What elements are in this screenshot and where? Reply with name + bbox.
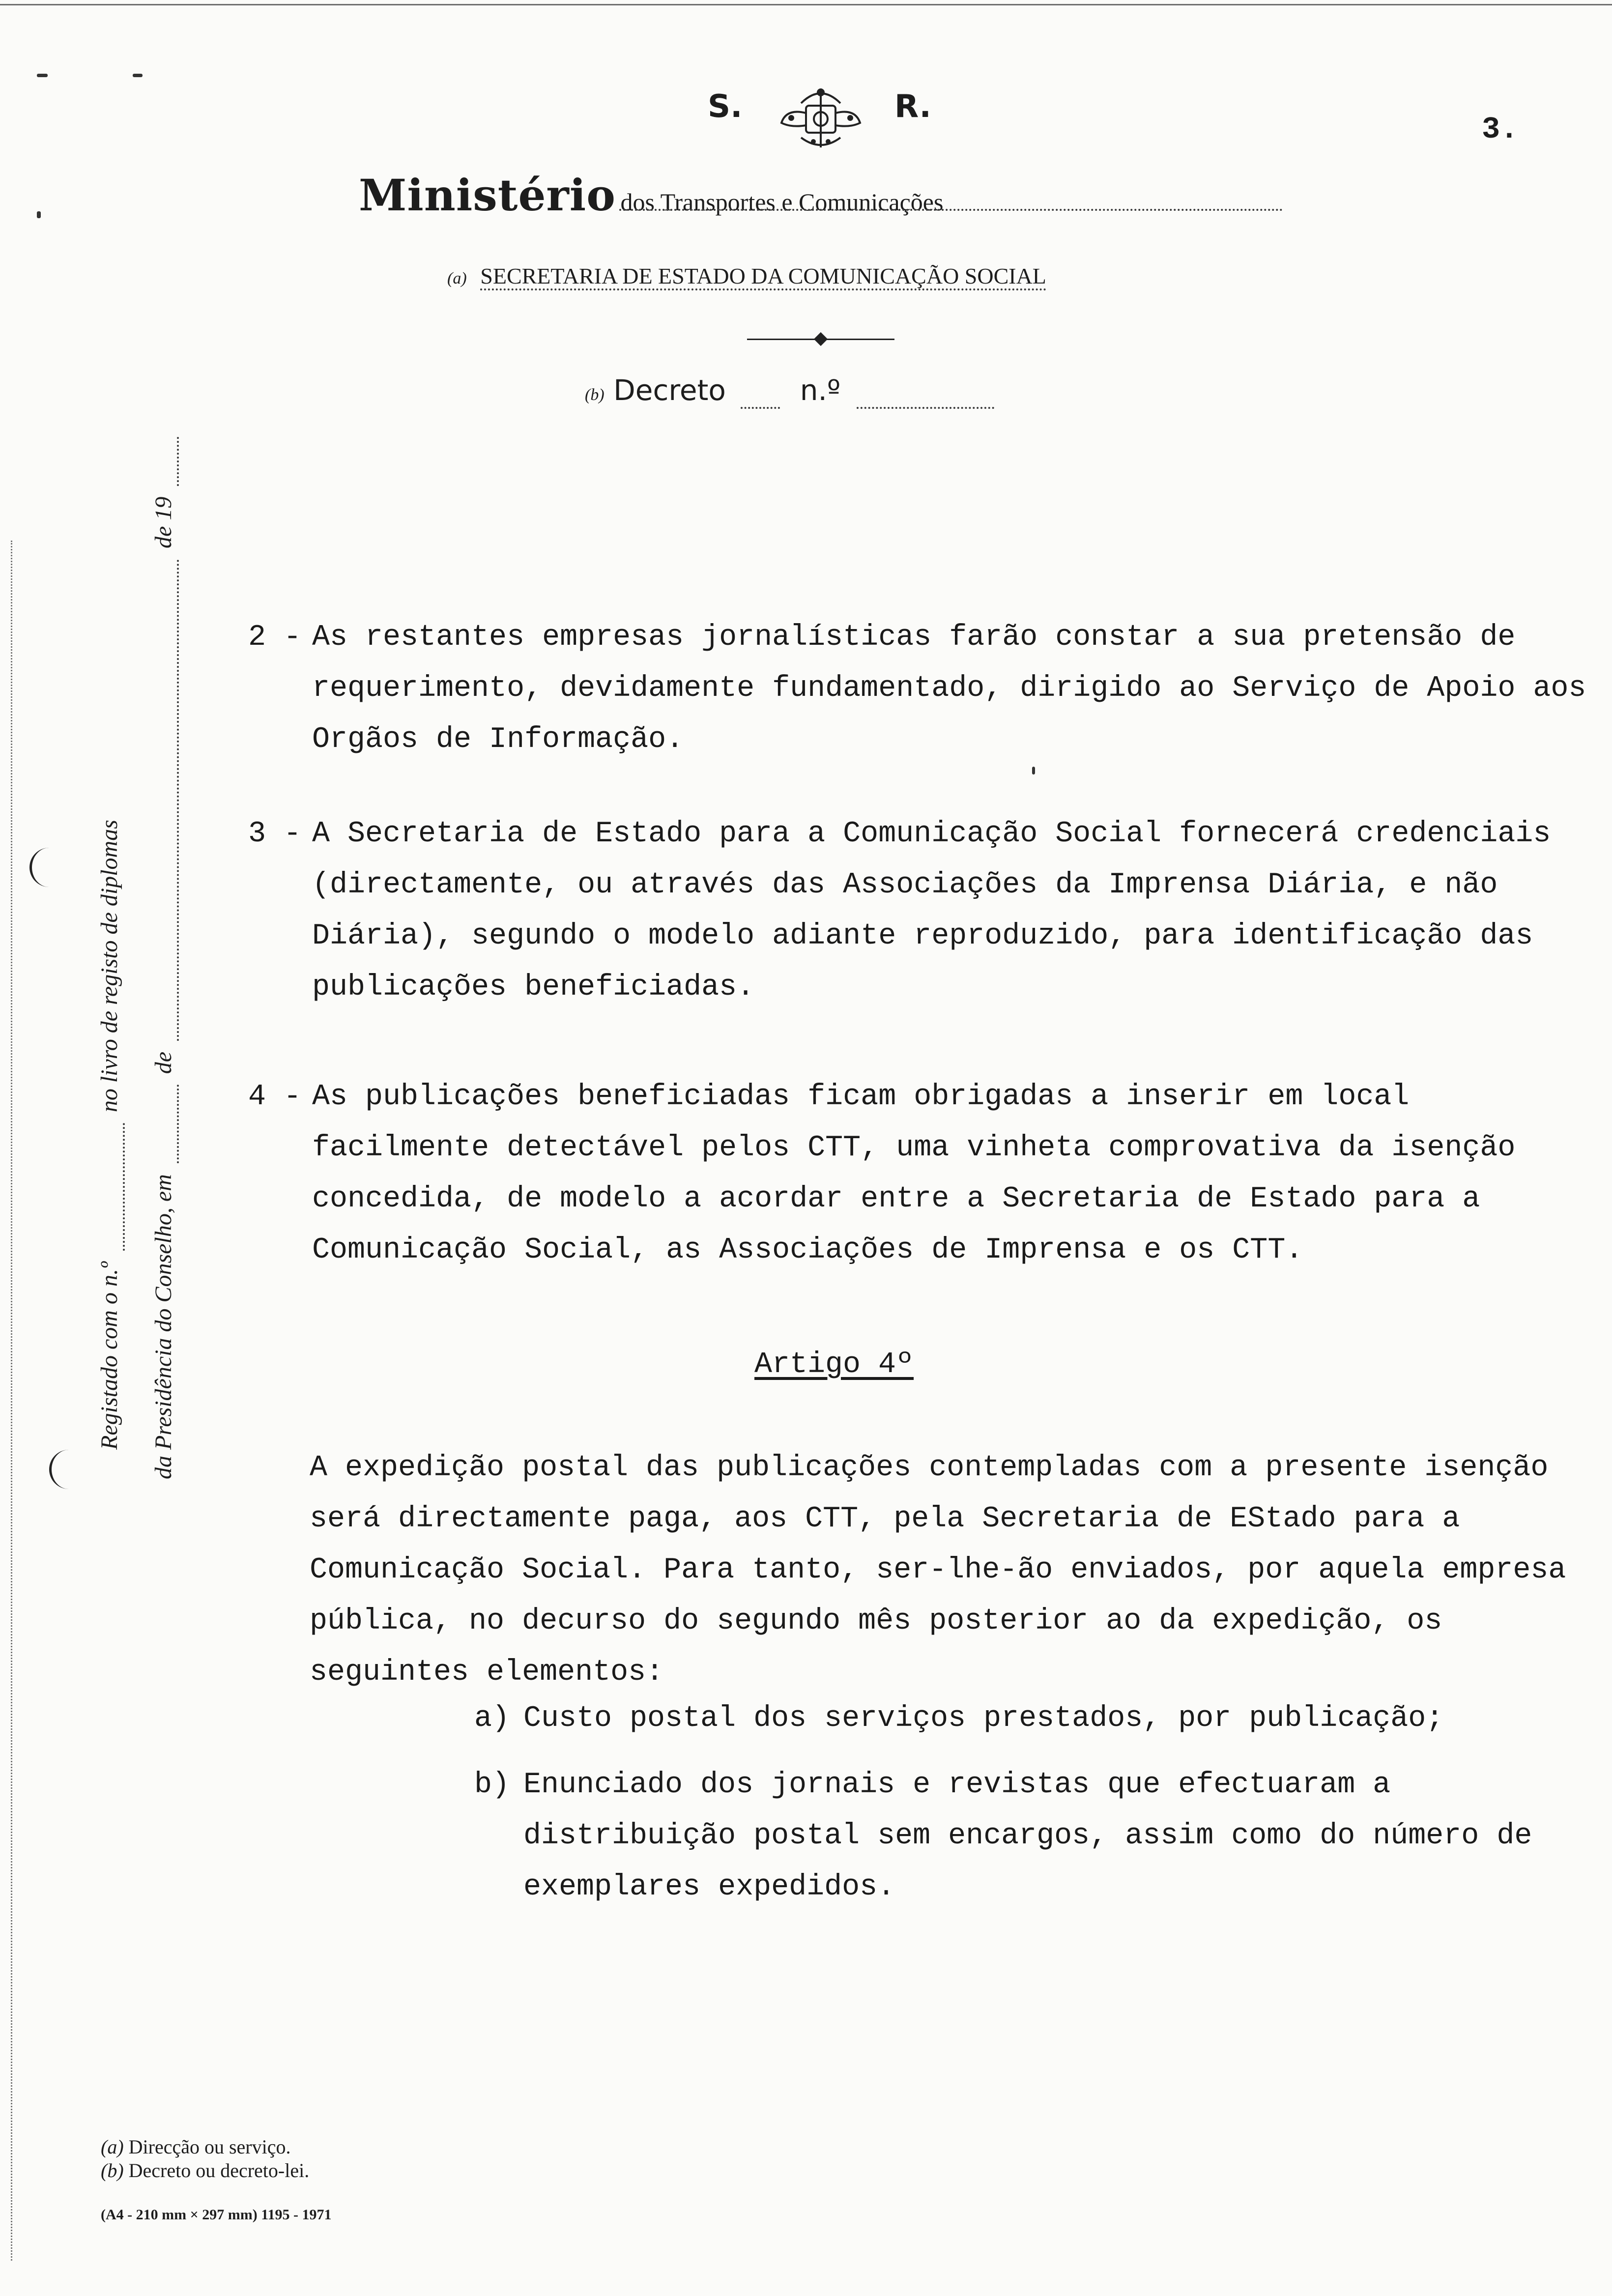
footnote <box>101 2135 543 2159</box>
margin-registry-blank <box>96 1123 125 1251</box>
top-edge-rule <box>0 4 1612 5</box>
item-text: A Secretaria de Estado para a Comunicação Social fornecerá credenciais (directamente, ou através das Associações da Imprensa Diária, e não Diária), segundo o modelo adiante reproduzido, para identificação das publicações beneficiadas. <box>312 817 1551 1004</box>
diamond-icon <box>814 332 828 346</box>
letterhead-left-letter: S. <box>708 88 743 125</box>
margin-registry-text: de <box>150 1051 176 1074</box>
scan-speck <box>37 211 41 218</box>
margin-registry-blank <box>150 1085 179 1163</box>
item-text: As restantes empresas jornalísticas farão constar a sua pretensão de requerimento, devidamente fundamentado, dirigido ao Serviço de Apoio aos Orgãos de Informação. <box>312 621 1586 756</box>
form-code: (A4 - 210 mm × 297 mm) 1195 - 1971 <box>101 2207 332 2223</box>
article-heading: Artigo 4º <box>754 1348 914 1381</box>
secretariat-name: SECRETARIA DE ESTADO DA COMUNICAÇÃO SOCIAL <box>480 263 1046 290</box>
secretariat-footnote-marker: (a) <box>447 269 467 287</box>
footnote-text: Decreto ou decreto-lei. <box>128 2159 310 2181</box>
subitem-label: b) <box>474 1768 510 1802</box>
decree-footnote-marker: (b) <box>585 386 604 404</box>
ministry-dotted-line <box>619 209 1283 211</box>
margin-registry-text: de 19 <box>150 496 176 548</box>
perforation-edge <box>11 541 12 2261</box>
footnote-label: (a) <box>101 2136 124 2158</box>
decree-line <box>585 373 1057 413</box>
item-number: 3 - <box>248 817 302 851</box>
page-number: 3. <box>1482 112 1519 147</box>
scan-speck <box>1032 767 1035 775</box>
footnote <box>101 2159 543 2182</box>
margin-registry-line-1 <box>96 585 125 1450</box>
item-text: As publicações beneficiadas ficam obrigadas a inserir em local facilmente detectável pelos CTT, uma vinheta comprovativa da isenção concedida, de modelo a acordar entre a Secretaria de Estado para a Comunicação Social, as Associações de Imprensa e os CTT. <box>312 1080 1516 1267</box>
letterhead-right-letter: R. <box>894 88 931 125</box>
ministry-title: Ministério <box>359 170 616 221</box>
coat-of-arms-icon <box>772 84 870 152</box>
subitem-label: a) <box>474 1702 510 1735</box>
letterhead <box>708 84 963 157</box>
decree-type-blank <box>741 373 780 409</box>
scan-speck <box>37 74 48 77</box>
decree-word: Decreto <box>613 373 726 407</box>
footnotes <box>101 2135 543 2182</box>
ministry-name: dos Transportes e Comunicações <box>620 188 944 216</box>
subitem-text: Enunciado dos jornais e revistas que efectuaram a distribuição postal sem encargos, assim como do número de exemplares expedidos. <box>523 1768 1532 1904</box>
ministry-heading <box>359 170 1283 224</box>
subitem-text: Custo postal dos serviços prestados, por publicação; <box>523 1702 1444 1735</box>
decree-number-label: n.º <box>800 373 841 407</box>
item-number: 4 - <box>248 1080 302 1114</box>
item-number: 2 - <box>248 621 302 654</box>
decree-number-blank <box>857 373 994 409</box>
margin-registry-text: Registado com o n.º <box>96 1262 122 1450</box>
margin-brace-mark <box>29 848 61 887</box>
ornamental-divider <box>747 334 894 344</box>
footnote-label: (b) <box>101 2159 124 2181</box>
scan-speck <box>133 74 143 77</box>
margin-brace-mark <box>49 1450 81 1489</box>
footnote-text: Direcção ou serviço. <box>128 2136 291 2158</box>
margin-registry-text: no livro de registo de diplomas <box>96 820 122 1113</box>
margin-registry-line-2 <box>150 496 179 1479</box>
secretariat-line <box>447 263 1204 297</box>
margin-registry-blank <box>150 437 179 486</box>
article-body: A expedição postal das publicações contempladas com a presente isenção será directamente paga, aos CTT, pela Secretaria de EStado para a Comunicação Social. Para tanto, ser-lhe-ão enviados, por aquela empresa pública, no decurso do segundo mês posterior ao da expedição, os seguintes elementos: <box>310 1451 1566 1689</box>
margin-registry-blank <box>150 559 179 1041</box>
margin-registry-text: da Presidência do Conselho, em <box>150 1174 176 1479</box>
